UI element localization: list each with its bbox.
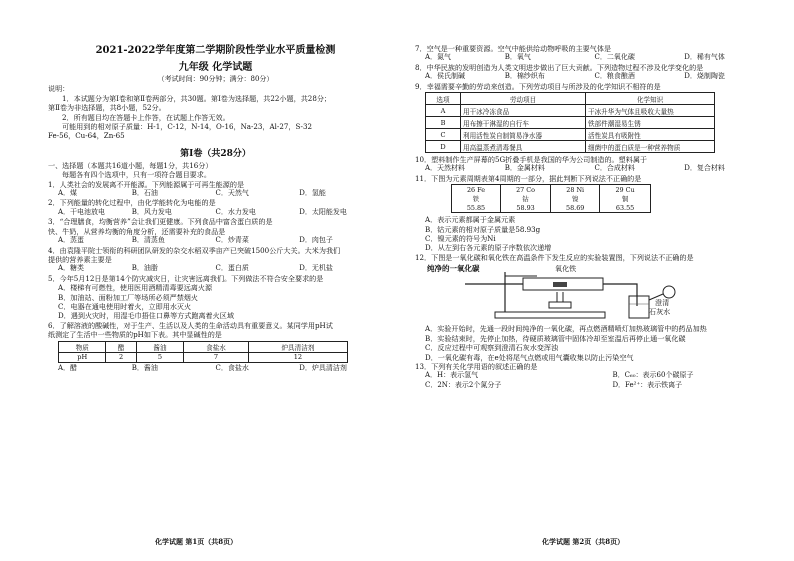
atomic-number: 29 <box>615 185 624 194</box>
ph-table-value-row <box>59 352 348 362</box>
option: A．醋 <box>58 363 78 372</box>
page-2-footer: 化学试题 第2页（共8页） <box>542 537 625 546</box>
limewater-beaker <box>629 296 649 318</box>
table-cell: D <box>426 141 461 153</box>
option: D．肉包子 <box>299 236 333 245</box>
option: B．石油 <box>131 189 158 198</box>
co-label: 纯净的一氧化碳 <box>427 264 480 274</box>
question-7-options <box>415 53 774 62</box>
option: B．钴元素的相对原子质量是58.93g <box>425 224 541 234</box>
option: B．棉纱织布 <box>504 72 545 81</box>
option: B．酱油 <box>131 363 158 372</box>
option: D．一氧化碳有毒，在e处将尾气点燃或用气囊收集以防止污染空气 <box>425 352 634 362</box>
table-cell: 用高温蒸煮清毒餐具 <box>461 141 586 153</box>
exam-page-2 <box>397 0 794 561</box>
question-12: 12．下图是一氧化碳和氧化铁在高温条件下发生反应的实验装置图，下列说法不正确的是 <box>415 252 694 262</box>
question-10: 10．塑料制作生产屏幕的5G折叠手机是我国的华为公司制造的。塑料属于 <box>415 155 648 165</box>
option: A．天然材料 <box>425 164 466 173</box>
question-4-options <box>48 264 383 273</box>
option: D．烧制陶瓷 <box>684 72 725 81</box>
option: C．粮食酿酒 <box>594 72 635 81</box>
table-cell: 7 <box>184 352 249 362</box>
table-cell: A <box>426 105 461 117</box>
iron-oxide-sample <box>553 282 567 287</box>
question-5: 5．今年5月12日是第14个防灾减灾日，让灾害远离我们。下列做法不符合安全要求的是 <box>48 273 324 283</box>
table-cell: 活性炭具有吸附性 <box>586 129 715 141</box>
table-row <box>426 129 715 141</box>
option: D．复合材料 <box>684 164 725 173</box>
question-7: 7．空气是一种重要资源。空气中能供给动物呼吸的主要气体是 <box>415 44 612 53</box>
note-1a: 1．本试题分为第Ⅰ卷和第Ⅱ卷两部分，共30题。第Ⅰ卷为选择题，共22小题，共28分； <box>62 93 332 103</box>
element-number-row <box>452 185 651 195</box>
option: B．C₆₀：表示60个碳原子 <box>612 371 694 380</box>
question-13-options-row-2 <box>415 381 774 390</box>
atomic-number: 28 <box>566 185 575 194</box>
option: A．蒸蛋 <box>58 236 85 245</box>
option: A．煤 <box>58 189 78 198</box>
outlet-tube <box>603 284 637 306</box>
option: D．Fe²⁺：表示铁离子 <box>612 380 683 389</box>
atomic-mass: 58.69 <box>551 203 600 213</box>
option: D．无机盐 <box>299 264 333 273</box>
element-name: 钴 <box>500 194 550 203</box>
table-cell: 醋 <box>106 341 136 352</box>
limewater-label-2: 石灰水 <box>649 307 671 317</box>
option: D．遇到火灾时，用湿毛巾捂住口鼻等方式跑离着火区域 <box>58 311 234 321</box>
element-symbol: Co <box>526 185 536 194</box>
option: C．天然气 <box>215 189 249 198</box>
question-2: 2．下列能量的转化过程中，由化学能转化为电能的是 <box>48 198 216 208</box>
question-4-line-2: 提供的营养素主要是 <box>48 254 112 264</box>
option: D．炉具清洁剂 <box>299 363 347 372</box>
iron-oxide-label: 氧化铁 <box>555 264 577 274</box>
table-cell: 食盐水 <box>184 341 249 352</box>
option: C．镍元素的符号为Ni <box>425 234 496 244</box>
question-3-line-1: 3．“合理膳食，均衡营养”会让我们更健康。下列食品中富含蛋白质的是 <box>48 217 273 227</box>
periodic-table-fragment <box>451 184 651 213</box>
table-cell: 2 <box>106 352 136 362</box>
element-cell <box>452 185 501 195</box>
option: D．氢能 <box>299 189 326 198</box>
atomic-mass: 58.93 <box>500 203 550 213</box>
table-cell: 5 <box>136 352 183 362</box>
option: B．氧气 <box>504 53 531 62</box>
option: B．油脂 <box>131 264 158 273</box>
element-name: 铜 <box>600 194 651 203</box>
table-cell: 物质 <box>59 341 106 352</box>
table-cell: 炉具清洁剂 <box>248 341 347 352</box>
option: A．实验开始时，先通一段时间纯净的一氧化碳，再点燃酒精喷灯加热玻璃管中的药品加热 <box>425 324 707 334</box>
table-cell: 劳动项目 <box>461 93 586 105</box>
ph-table-header-row <box>59 341 348 352</box>
table-cell: 利用活性炭自制简易净水器 <box>461 129 586 141</box>
option: D．稀有气体 <box>684 53 725 62</box>
question-8-options <box>415 72 774 81</box>
option: A．楼梯有可燃性，使用医用酒精清毒要远离火源 <box>58 283 213 293</box>
question-6-line-1: 6．了解溶液的酸碱性，对于生产、生活以及人类的生命活动具有重要意义。某同学用pH试 <box>48 320 333 330</box>
option: C．蛋白质 <box>215 264 249 273</box>
stand-base <box>495 312 605 318</box>
table-cell: 酱油 <box>136 341 183 352</box>
ph-table <box>58 341 348 363</box>
element-mass-row <box>452 203 651 213</box>
exam-title: 2021-2022学年度第二学期阶段性学业水平质量检测 <box>95 45 336 56</box>
note-1b: 第Ⅱ卷为非选择题，共8小题，52分。 <box>48 103 166 113</box>
atomic-mass: 63.55 <box>600 203 651 213</box>
tail-gas-icon <box>663 286 675 298</box>
option: A．H：表示氢气 <box>425 371 479 380</box>
option: B．清蒸鱼 <box>131 236 165 245</box>
table-cell: 干冰升华为气体且吸收大量热 <box>586 105 715 117</box>
atomic-mass-line-2: Fe-56，Cu-64，Zn-65 <box>48 131 125 141</box>
notes-title: 说明： <box>48 84 70 94</box>
section-1-heading: 一、选择题（本题共16道小题，每题1分，共16分） <box>48 160 213 170</box>
question-8: 8．中华民族的发明创造为人类文明进步做出了巨大贡献。下列造物过程不涉及化学变化的是 <box>415 62 704 72</box>
option: A．干电池放电 <box>58 207 106 216</box>
option: B．加油站、面粉加工厂等场所必须严禁烟火 <box>58 292 198 302</box>
atomic-mass-line-1: 可能用到的相对原子质量：H-1，C-12，N-14，O-16，Na-23，Al-27，S-32 <box>62 122 312 132</box>
element-name: 铁 <box>452 194 501 203</box>
option: C．食盐水 <box>215 363 249 372</box>
table-cell: 用干冰冷冻食品 <box>461 105 586 117</box>
option: C．炒青菜 <box>215 236 249 245</box>
table-cell: C <box>426 129 461 141</box>
limewater-label-1: 澄清 <box>655 298 670 308</box>
note-2: 2．所有题目均在答题卡上作答，在试题上作答无效。 <box>62 112 230 122</box>
question-13: 13．下列有关化学用语的叙述正确的是 <box>415 361 538 371</box>
table-row <box>426 105 715 117</box>
element-symbol: Cu <box>625 185 635 194</box>
option: A．表示元素都属于金属元素 <box>425 215 516 225</box>
question-9: 9．幸福需要辛勤的劳动来创造。下列劳动项目与所涉及的化学知识不相符的是 <box>415 81 661 91</box>
question-6-options <box>48 364 383 373</box>
element-symbol: Ni <box>576 185 585 194</box>
question-2-options <box>48 208 383 217</box>
option: C．电器在通电使用时着火，立即用水灭火 <box>58 301 192 311</box>
option: C．2N：表示2个氮分子 <box>425 380 502 389</box>
question-3-line-2: 快、牛奶，从营养均衡的角度分析，还需要补充的食品是 <box>48 226 226 236</box>
option: C．反应过程中可观察到澄清石灰水变浑浊 <box>425 343 559 353</box>
element-cell <box>600 185 651 195</box>
section-1-note: 每题各有四个选项中，只有一项符合题目要求。 <box>62 170 211 180</box>
option: C．水力发电 <box>215 207 256 216</box>
table-cell: 选项 <box>426 93 461 105</box>
burner-icon <box>557 292 563 302</box>
table-cell: 细菌中的蛋白质是一种营养物质 <box>586 141 715 153</box>
option: D．太阳能发电 <box>299 207 347 216</box>
option: B．金属材料 <box>504 164 545 173</box>
table-cell: pH <box>59 352 106 362</box>
option: C．合成材料 <box>594 164 635 173</box>
atomic-number: 26 <box>466 185 476 194</box>
exam-subtitle: 九年级 化学试题 <box>178 62 253 73</box>
element-symbol: Fe <box>477 185 485 194</box>
element-name-row <box>452 194 651 203</box>
option: A．糖类 <box>58 264 85 273</box>
option: A．氮气 <box>425 53 452 62</box>
option: A．侯氏制碱 <box>425 72 466 81</box>
element-name: 镍 <box>551 194 600 203</box>
option: C．二氧化碳 <box>594 53 635 62</box>
labor-table-header <box>426 93 715 105</box>
time-note: （考试时间：90分钟；满分：80分） <box>157 75 274 83</box>
labor-table <box>425 92 715 153</box>
question-1: 1．人类社会的发展离不开能源。下列能源属于可再生能源的是 <box>48 179 245 189</box>
question-4-line-1: 4．由袁隆平院士领衔的科研团队研发的杂交水稻双季亩产已突破1500公斤大关。大米为我们 <box>48 245 341 255</box>
apparatus-figure <box>415 262 774 324</box>
option: B．实验结束时，先停止加热，待硬质玻璃管中固体冷却至室温后再停止通一氧化碳 <box>425 333 686 343</box>
option: D．从左到右各元素的原子序数依次递增 <box>425 243 552 253</box>
atomic-mass: 55.85 <box>452 203 501 213</box>
element-cell <box>551 185 600 195</box>
option: B．风力发电 <box>131 207 172 216</box>
table-cell: B <box>426 117 461 129</box>
question-3-options <box>48 236 383 245</box>
table-cell: 铁部件潮湿易生锈 <box>586 117 715 129</box>
question-11: 11．下图为元素周期表第4周期的一部分，据此判断下列说法不正确的是 <box>415 173 642 183</box>
table-cell: 12 <box>248 352 347 362</box>
question-1-options <box>48 189 383 198</box>
atomic-number: 27 <box>516 185 525 194</box>
table-cell: 用布擦干淋湿的自行车 <box>461 117 586 129</box>
page-1-footer: 化学试题 第1页（共8页） <box>155 537 238 546</box>
element-cell <box>500 185 550 195</box>
table-cell: 化学知识 <box>586 93 715 105</box>
table-row <box>426 117 715 129</box>
question-13-options-row-1 <box>415 371 774 380</box>
part1-title: 第Ⅰ卷（共28分） <box>180 148 251 159</box>
question-10-options <box>415 164 774 173</box>
question-6-line-2: 纸测定了生活中一些物质的pH如下表。其中显碱性的是 <box>48 330 222 340</box>
table-row <box>426 141 715 153</box>
